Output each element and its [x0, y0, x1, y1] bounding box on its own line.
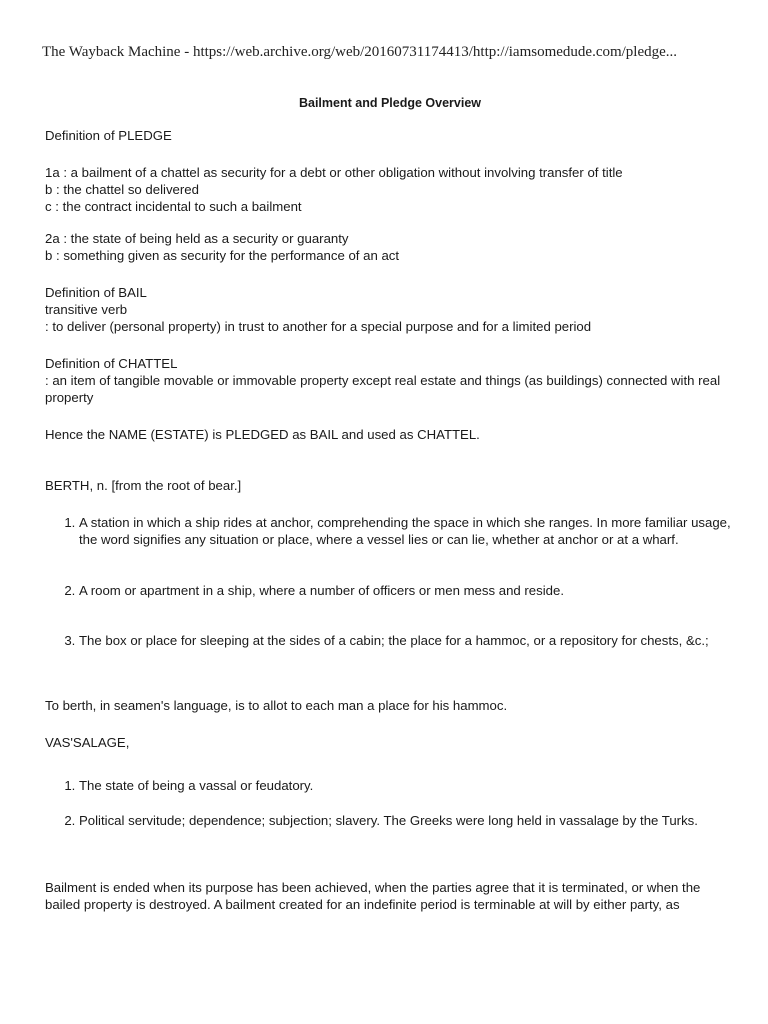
- list-item: 1. The state of being a vassal or feudatory.: [79, 777, 735, 794]
- pledge-def-2a: 2a : the state of being held as a security or guaranty: [45, 231, 349, 246]
- chattel-def: : an item of tangible movable or immovable property except real estate and things (as buildings) connected with real property: [45, 373, 721, 405]
- vassalage-definitions-list: [45, 777, 735, 829]
- pledge-heading: Definition of PLEDGE: [45, 128, 172, 143]
- bail-def: : to deliver (personal property) in trust to another for a special purpose and for a limited period: [45, 319, 592, 334]
- hence-statement: Hence the NAME (ESTATE) is PLEDGED as BAIL and used as CHATTEL.: [45, 427, 480, 442]
- bail-definition: [45, 284, 735, 335]
- document-title: Bailment and Pledge Overview: [298, 96, 481, 110]
- list-item: 3. The box or place for sleeping at the sides of a cabin; the place for a hammoc, or a repository for chests, &c.;: [79, 632, 735, 649]
- list-item: 1. A station in which a ship rides at anchor, comprehending the space in which she ranges. In more familiar usage, the word signifies any situation or place, where a vessel lies or can lie, whether at anchor or at a wharf.: [79, 514, 735, 548]
- berth-definitions-list: [45, 514, 735, 649]
- pledge-def-1c: c : the contract incidental to such a bailment: [45, 199, 302, 214]
- list-item: 2. A room or apartment in a ship, where a number of officers or men mess and reside.: [79, 582, 735, 599]
- pledge-def-2b: b : something given as security for the performance of an act: [45, 248, 400, 263]
- pledge-def-1a: 1a : a bailment of a chattel as security for a debt or other obligation without involving transfer of title: [45, 165, 623, 180]
- berth-heading: BERTH, n. [from the root of bear.]: [45, 478, 242, 493]
- document-body: [45, 95, 735, 913]
- pledge-definition-group-1: [45, 164, 735, 215]
- chattel-definition: [45, 355, 735, 406]
- pledge-definition-group-2: [45, 230, 735, 264]
- berth-verb-definition: To berth, in seamen's language, is to allot to each man a place for his hammoc.: [45, 698, 508, 713]
- bailment-termination-paragraph: Bailment is ended when its purpose has been achieved, when the parties agree that it is terminated, or when the bailed property is destroyed. A bailment created for an indefinite period is terminable at will by either party, as: [45, 880, 701, 912]
- bail-part-of-speech: transitive verb: [45, 302, 128, 317]
- bail-heading: Definition of BAIL: [45, 285, 147, 300]
- vassalage-heading: VAS'SALAGE,: [45, 735, 130, 750]
- list-item: 2. Political servitude; dependence; subjection; slavery. The Greeks were long held in vassalage by the Turks.: [79, 812, 735, 829]
- chattel-heading: Definition of CHATTEL: [45, 356, 178, 371]
- pledge-def-1b: b : the chattel so delivered: [45, 182, 199, 197]
- archive-header: The Wayback Machine - https://web.archive.org/web/20160731174413/http://iamsomedude.com/pledge...: [42, 44, 678, 60]
